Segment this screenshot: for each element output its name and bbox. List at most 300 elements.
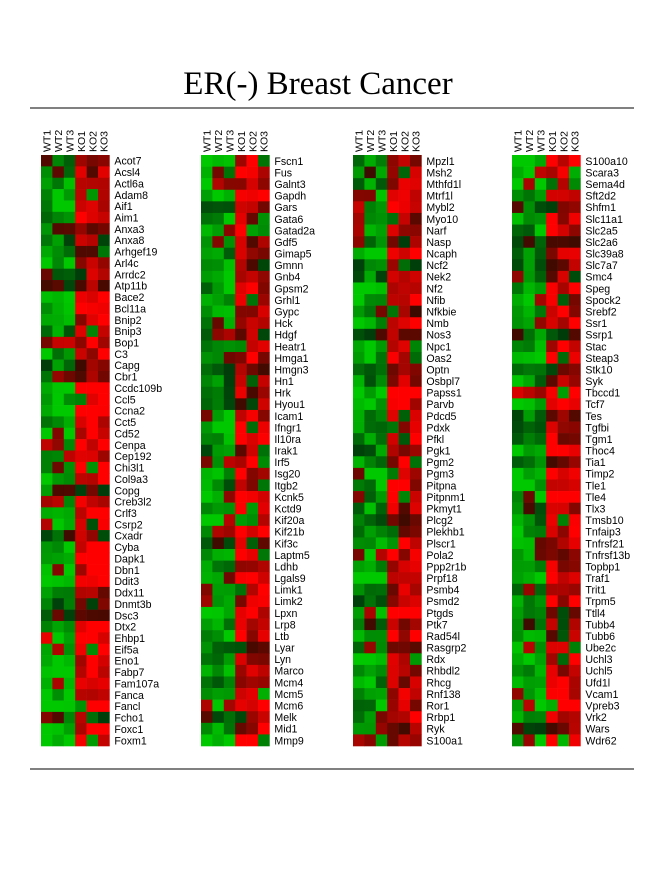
heatmap-cell	[52, 166, 64, 178]
heatmap-cell	[41, 701, 53, 713]
heatmap-cell	[523, 665, 535, 677]
heatmap-cell	[399, 433, 411, 445]
heatmap-cell	[258, 178, 270, 190]
heatmap-cell	[569, 676, 581, 688]
gene-label: Ddx11	[114, 587, 145, 600]
heatmap-cell	[387, 723, 399, 735]
heatmap-cell	[569, 514, 581, 526]
heatmap-cell	[201, 410, 213, 422]
heatmap-cell	[201, 561, 213, 573]
heatmap-cell	[353, 282, 365, 294]
gene-label: Ssr1	[585, 318, 608, 331]
heatmap-cell	[98, 564, 110, 576]
heatmap-cell	[87, 303, 99, 315]
heatmap-cell	[512, 630, 524, 642]
heatmap-cell	[41, 564, 53, 576]
heatmap-cell	[535, 630, 547, 642]
heatmap-cell	[410, 248, 422, 260]
heatmap-cell	[523, 433, 535, 445]
heatmap-cell	[224, 236, 236, 248]
heatmap-cell	[212, 271, 224, 283]
heatmap-cell	[64, 644, 76, 656]
heatmap-cell	[353, 306, 365, 318]
heatmap-cell	[558, 352, 570, 364]
heatmap-cell	[41, 519, 53, 531]
heatmap-cell	[64, 166, 76, 178]
heatmap-cell	[64, 416, 76, 428]
heatmap-cell	[523, 468, 535, 480]
heatmap-cell	[569, 619, 581, 631]
heatmap-cell	[258, 584, 270, 596]
heatmap-cell	[87, 712, 99, 724]
heatmap-cell	[387, 676, 399, 688]
heatmap-cell	[201, 352, 213, 364]
heatmap-cell	[98, 269, 110, 281]
heatmap-cell	[512, 665, 524, 677]
heatmap-cell	[546, 225, 558, 237]
heatmap-cell	[41, 439, 53, 451]
heatmap-cell	[546, 433, 558, 445]
gene-label: Heatr1	[274, 341, 307, 354]
heatmap-cell	[87, 689, 99, 701]
heatmap-cell	[258, 607, 270, 619]
heatmap-cell	[224, 317, 236, 329]
heatmap-cell	[41, 576, 53, 588]
heatmap-cell	[523, 271, 535, 283]
heatmap-cell	[353, 549, 365, 561]
heatmap-cell	[353, 317, 365, 329]
heatmap-cell	[546, 549, 558, 561]
heatmap-cell	[258, 537, 270, 549]
heatmap-cell	[546, 619, 558, 631]
heatmap-cell	[98, 416, 110, 428]
heatmap-cell	[235, 364, 247, 376]
heatmap-cell	[523, 364, 535, 376]
gene-label: Oas2	[426, 352, 452, 365]
heatmap-cell	[212, 491, 224, 503]
heatmap-cell	[75, 382, 87, 394]
heatmap-cell	[235, 700, 247, 712]
gene-label: Fscn1	[274, 155, 304, 168]
heatmap-cell	[75, 394, 87, 406]
heatmap-cell	[535, 711, 547, 723]
heatmap-cell	[569, 352, 581, 364]
heatmap-cell	[224, 167, 236, 179]
gene-label: Ehbp1	[114, 633, 146, 646]
gene-label: Acsl4	[114, 167, 141, 180]
heatmap-cell	[75, 666, 87, 678]
heatmap-cell	[98, 360, 110, 372]
heatmap-cell	[212, 282, 224, 294]
heatmap-cell	[353, 178, 365, 190]
heatmap-cell	[546, 537, 558, 549]
heatmap-cell	[258, 317, 270, 329]
gene-label: Ttll4	[585, 607, 606, 620]
gene-label: Papss1	[426, 387, 462, 400]
heatmap-cell	[535, 225, 547, 237]
heatmap-cell	[546, 665, 558, 677]
heatmap-cell	[364, 364, 376, 376]
heatmap-cell	[399, 329, 411, 341]
heatmap-cell	[235, 201, 247, 213]
gene-label: Srebf2	[585, 306, 617, 319]
heatmap-cell	[353, 225, 365, 237]
heatmap-cell	[258, 236, 270, 248]
heatmap-cell	[201, 456, 213, 468]
heatmap-cell	[235, 236, 247, 248]
heatmap-cell	[87, 462, 99, 474]
heatmap-cell	[235, 584, 247, 596]
gene-label: Tia1	[585, 457, 606, 470]
heatmap-cell	[98, 598, 110, 610]
heatmap-cell	[364, 665, 376, 677]
gene-label: Aif1	[114, 201, 133, 214]
heatmap-cell	[546, 711, 558, 723]
heatmap-cell	[75, 496, 87, 508]
heatmap-cell	[64, 451, 76, 463]
heatmap-cell	[75, 712, 87, 724]
heatmap-cell	[535, 607, 547, 619]
heatmap-cell	[52, 212, 64, 224]
heatmap-cell	[52, 451, 64, 463]
heatmap-cell	[247, 236, 259, 248]
heatmap-cell	[224, 340, 236, 352]
heatmap-cell	[410, 479, 422, 491]
heatmap-cell	[98, 462, 110, 474]
gene-label: Rasgrp2	[426, 642, 467, 655]
heatmap-cell	[558, 642, 570, 654]
heatmap-cell	[353, 676, 365, 688]
heatmap-cell	[41, 451, 53, 463]
heatmap-cell	[558, 561, 570, 573]
heatmap-cell	[376, 201, 388, 213]
heatmap-cell	[523, 201, 535, 213]
heatmap-cell	[410, 387, 422, 399]
heatmap-cell	[224, 445, 236, 457]
heatmap-cell	[353, 155, 365, 167]
heatmap-cell	[64, 325, 76, 337]
heatmap-cell	[212, 225, 224, 237]
heatmap-cell	[201, 155, 213, 167]
heatmap-cell	[410, 526, 422, 538]
heatmap-cell	[376, 236, 388, 248]
heatmap-cell	[258, 700, 270, 712]
heatmap-cell	[535, 364, 547, 376]
heatmap-cell	[399, 549, 411, 561]
heatmap-cell	[399, 584, 411, 596]
heatmap-cell	[376, 526, 388, 538]
gene-label: Nasp	[426, 236, 452, 249]
heatmap-cell	[535, 479, 547, 491]
heatmap-cell	[64, 666, 76, 678]
heatmap-cell	[569, 213, 581, 225]
heatmap-cell	[98, 348, 110, 360]
heatmap-cell	[558, 236, 570, 248]
heatmap-cell	[512, 271, 524, 283]
heatmap-cell	[75, 439, 87, 451]
heatmap-cell	[376, 445, 388, 457]
heatmap-cell	[212, 433, 224, 445]
heatmap-cell	[212, 236, 224, 248]
gene-label: Traf1	[585, 573, 610, 586]
heatmap-cell	[512, 282, 524, 294]
heatmap-cell	[52, 723, 64, 735]
heatmap-cell	[235, 306, 247, 318]
heatmap-cell	[535, 340, 547, 352]
heatmap-cell	[41, 712, 53, 724]
heatmap-cell	[258, 213, 270, 225]
heatmap-cell	[558, 410, 570, 422]
heatmap-cell	[376, 503, 388, 515]
heatmap-cell	[353, 236, 365, 248]
heatmap-cell	[387, 271, 399, 283]
heatmap-cell	[512, 364, 524, 376]
heatmap-cell	[387, 306, 399, 318]
heatmap-cell	[52, 405, 64, 417]
gene-label: Kctd9	[274, 503, 302, 516]
column-label: WT2	[524, 129, 537, 152]
heatmap-cell	[376, 225, 388, 237]
heatmap-cell	[523, 422, 535, 434]
heatmap-cell	[512, 410, 524, 422]
heatmap-cell	[399, 213, 411, 225]
heatmap-cell	[224, 306, 236, 318]
heatmap-cell	[523, 584, 535, 596]
heatmap-cell	[410, 201, 422, 213]
heatmap-cell	[258, 329, 270, 341]
heatmap-cell	[523, 259, 535, 271]
heatmap-cell	[399, 537, 411, 549]
gene-label: Rdx	[426, 654, 446, 667]
heatmap-cell	[247, 364, 259, 376]
heatmap-cell	[64, 246, 76, 258]
heatmap-cell	[523, 491, 535, 503]
heatmap-cell	[546, 178, 558, 190]
heatmap-cell	[87, 325, 99, 337]
gene-label: Arl4c	[114, 257, 139, 270]
heatmap-cell	[512, 537, 524, 549]
gene-label: Tnfrsf13b	[585, 549, 631, 562]
gene-label: Tgfbi	[585, 422, 609, 435]
gene-label: Melk	[274, 712, 297, 725]
heatmap-cell	[75, 678, 87, 690]
heatmap-cell	[247, 619, 259, 631]
heatmap-cell	[75, 371, 87, 383]
heatmap-cell	[87, 507, 99, 519]
gene-label: Bnip3	[114, 326, 142, 339]
heatmap-cell	[387, 642, 399, 654]
heatmap-cell	[569, 387, 581, 399]
heatmap-cell	[364, 479, 376, 491]
heatmap-cell	[201, 201, 213, 213]
heatmap-cell	[376, 340, 388, 352]
heatmap-cell	[87, 666, 99, 678]
heatmap-cell	[353, 422, 365, 434]
gene-label: Gnb4	[274, 271, 301, 284]
heatmap-cell	[224, 190, 236, 202]
heatmap-cell	[364, 387, 376, 399]
heatmap-cell	[98, 655, 110, 667]
heatmap-cell	[224, 259, 236, 271]
gene-label: Rnf138	[426, 688, 461, 701]
gene-label: Ppp2r1b	[426, 561, 467, 574]
heatmap-cell	[212, 595, 224, 607]
heatmap-cell	[523, 352, 535, 364]
heatmap-cell	[98, 576, 110, 588]
heatmap-cell	[224, 595, 236, 607]
heatmap-cell	[364, 642, 376, 654]
heatmap-cell	[387, 537, 399, 549]
heatmap-cell	[247, 201, 259, 213]
gene-label: Cenpa	[114, 439, 146, 452]
heatmap-cell	[201, 619, 213, 631]
gene-label: Tmsb10	[585, 515, 624, 528]
gene-label: Rad54l	[426, 630, 460, 643]
heatmap-cell	[512, 561, 524, 573]
heatmap-cell	[98, 541, 110, 553]
heatmap-cell	[247, 375, 259, 387]
heatmap-cell	[52, 655, 64, 667]
heatmap-cell	[87, 553, 99, 565]
column-label: KO1	[75, 130, 88, 152]
heatmap-cell	[235, 259, 247, 271]
heatmap-cell	[258, 410, 270, 422]
heatmap-cell	[558, 514, 570, 526]
heatmap-cell	[75, 405, 87, 417]
heatmap-cell	[410, 503, 422, 515]
heatmap-cell	[212, 572, 224, 584]
heatmap-cell	[87, 178, 99, 190]
heatmap-cell	[212, 364, 224, 376]
heatmap-cell	[410, 607, 422, 619]
heatmap-cell	[387, 155, 399, 167]
heatmap-cell	[52, 291, 64, 303]
heatmap-cell	[52, 587, 64, 599]
column-label: KO1	[235, 130, 248, 152]
heatmap-cell	[258, 201, 270, 213]
gene-label: Ptgds	[426, 607, 454, 620]
heatmap-cell	[523, 155, 535, 167]
heatmap-cell	[399, 479, 411, 491]
heatmap-cell	[52, 394, 64, 406]
heatmap-cell	[376, 688, 388, 700]
heatmap-cell	[512, 248, 524, 260]
heatmap-cell	[535, 201, 547, 213]
heatmap-cell	[523, 225, 535, 237]
heatmap-cell	[399, 468, 411, 480]
heatmap-cell	[224, 398, 236, 410]
heatmap-cell	[247, 595, 259, 607]
heatmap-cell	[235, 282, 247, 294]
heatmap-cell	[523, 213, 535, 225]
heatmap-cell	[41, 337, 53, 349]
heatmap-cell	[387, 595, 399, 607]
heatmap-cell	[410, 549, 422, 561]
heatmap-cell	[569, 178, 581, 190]
heatmap-cell	[387, 619, 399, 631]
heatmap-cell	[52, 496, 64, 508]
heatmap-cell	[558, 665, 570, 677]
gene-label: Ldhb	[274, 561, 298, 574]
heatmap-cell	[64, 735, 76, 747]
heatmap-cell	[410, 178, 422, 190]
heatmap-cell	[512, 514, 524, 526]
heatmap-cell	[399, 572, 411, 584]
heatmap-cell	[98, 587, 110, 599]
gene-label: Gapdh	[274, 190, 307, 203]
heatmap-cell	[364, 584, 376, 596]
heatmap-cell	[364, 410, 376, 422]
heatmap-cell	[75, 325, 87, 337]
gene-label: Slc11a1	[585, 213, 623, 226]
gene-label: Tbccd1	[585, 387, 621, 400]
gene-label: Limk2	[274, 596, 303, 609]
heatmap-cell	[558, 259, 570, 271]
column-label: WT3	[224, 129, 237, 152]
heatmap-cell	[569, 410, 581, 422]
heatmap-cell	[387, 329, 399, 341]
heatmap-panel-1	[41, 130, 162, 748]
gene-label: Bcl11a	[114, 303, 147, 316]
heatmap-cell	[75, 269, 87, 281]
heatmap-cell	[212, 410, 224, 422]
heatmap-cell	[201, 248, 213, 260]
heatmap-cell	[387, 294, 399, 306]
heatmap-cell	[523, 572, 535, 584]
gene-label: Mtrf1l	[426, 190, 453, 203]
heatmap-cell	[235, 526, 247, 538]
heatmap-cell	[364, 190, 376, 202]
gene-label: Narf	[426, 225, 447, 238]
heatmap-cell	[247, 665, 259, 677]
heatmap-cell	[52, 678, 64, 690]
heatmap-cell	[224, 653, 236, 665]
gene-label: Marco	[274, 665, 304, 678]
heatmap-cell	[523, 410, 535, 422]
heatmap-cell	[546, 642, 558, 654]
gene-label: Pdcd5	[426, 410, 457, 423]
heatmap-cell	[224, 537, 236, 549]
heatmap-cell	[41, 644, 53, 656]
heatmap-cell	[399, 619, 411, 631]
heatmap-cell	[387, 700, 399, 712]
heatmap-cell	[535, 561, 547, 573]
heatmap-cell	[235, 665, 247, 677]
heatmap-cell	[98, 496, 110, 508]
heatmap-cell	[235, 561, 247, 573]
heatmap-cell	[546, 456, 558, 468]
gene-label: Smc4	[585, 271, 613, 284]
heatmap-cell	[98, 632, 110, 644]
heatmap-cell	[41, 666, 53, 678]
heatmap-cell	[235, 178, 247, 190]
heatmap-cell	[410, 561, 422, 573]
heatmap-cell	[212, 479, 224, 491]
gene-label: Dbn1	[114, 564, 140, 577]
column-label: KO3	[98, 130, 111, 152]
heatmap-cell	[387, 479, 399, 491]
heatmap-cell	[201, 340, 213, 352]
heatmap-cell	[364, 734, 376, 746]
heatmap-cell	[201, 387, 213, 399]
heatmap-cell	[87, 644, 99, 656]
heatmap-cell	[41, 303, 53, 315]
gene-label: Tlx3	[585, 503, 606, 516]
gene-label: Psmd2	[426, 596, 460, 609]
heatmap-cell	[364, 201, 376, 213]
heatmap-cell	[64, 314, 76, 326]
heatmap-cell	[523, 387, 535, 399]
